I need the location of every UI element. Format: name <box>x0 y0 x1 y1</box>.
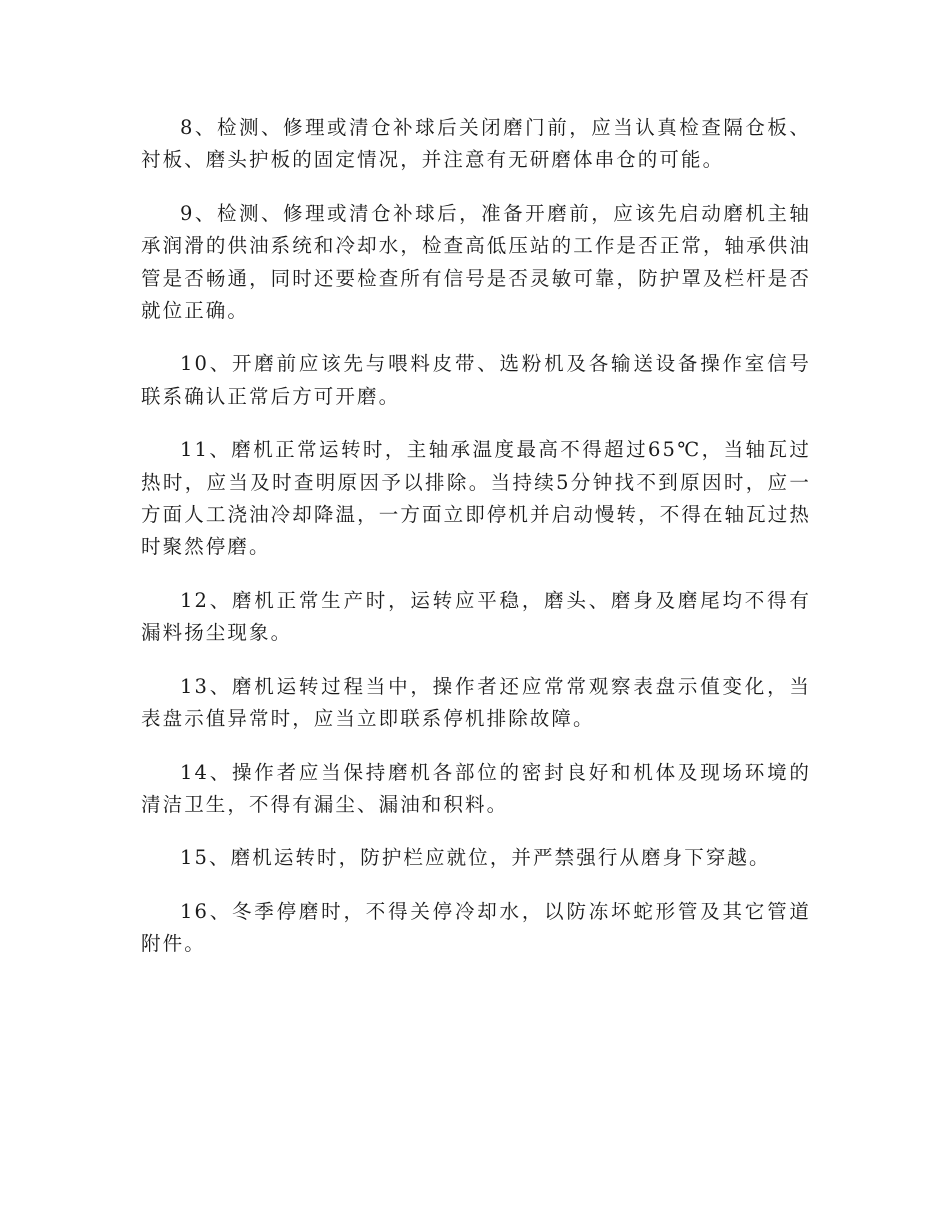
paragraph-item-16: 16、冬季停磨时，不得关停冷却水，以防冻坏蛇形管及其它管道附件。 <box>141 899 811 956</box>
paragraph-item-11: 11、磨机正常运转时，主轴承温度最高不得超过65℃，当轴瓦过热时，应当及时查明原因予以排除。当持续5分钟找不到原因时，应一方面人工浇油冷却降温，一方面立即停机并启动慢转，不得在轴瓦过热时聚然停磨。 <box>141 438 811 559</box>
paragraph-item-9: 9、检测、修理或清仓补球后，准备开磨前，应该先启动磨机主轴承润滑的供油系统和冷却水，检查高低压站的工作是否正常，轴承供油管是否畅通，同时还要检查所有信号是否灵敏可靠，防护罩及栏杆是否就位正确。 <box>141 201 811 323</box>
paragraph-item-14: 14、操作者应当保持磨机各部位的密封良好和机体及现场环境的清洁卫生，不得有漏尘、漏油和积料。 <box>141 760 811 816</box>
paragraph-item-15: 15、磨机运转时，防护栏应就位，并严禁强行从磨身下穿越。 <box>180 846 771 870</box>
paragraph-item-12: 12、磨机正常生产时，运转应平稳，磨头、磨身及磨尾均不得有漏料扬尘现象。 <box>141 588 811 645</box>
paragraph-item-10: 10、开磨前应该先与喂料皮带、选粉机及各输送设备操作室信号联系确认正常后方可开磨。 <box>141 352 811 408</box>
document-body <box>141 112 811 982</box>
paragraph-item-13: 13、磨机运转过程当中，操作者还应常常观察表盘示值变化，当表盘示值异常时，应当立即联系停机排除故障。 <box>141 674 811 731</box>
paragraph-item-8: 8、检测、修理或清仓补球后关闭磨门前，应当认真检查隔仓板、衬板、磨头护板的固定情况，并注意有无研磨体串仓的可能。 <box>141 116 811 172</box>
